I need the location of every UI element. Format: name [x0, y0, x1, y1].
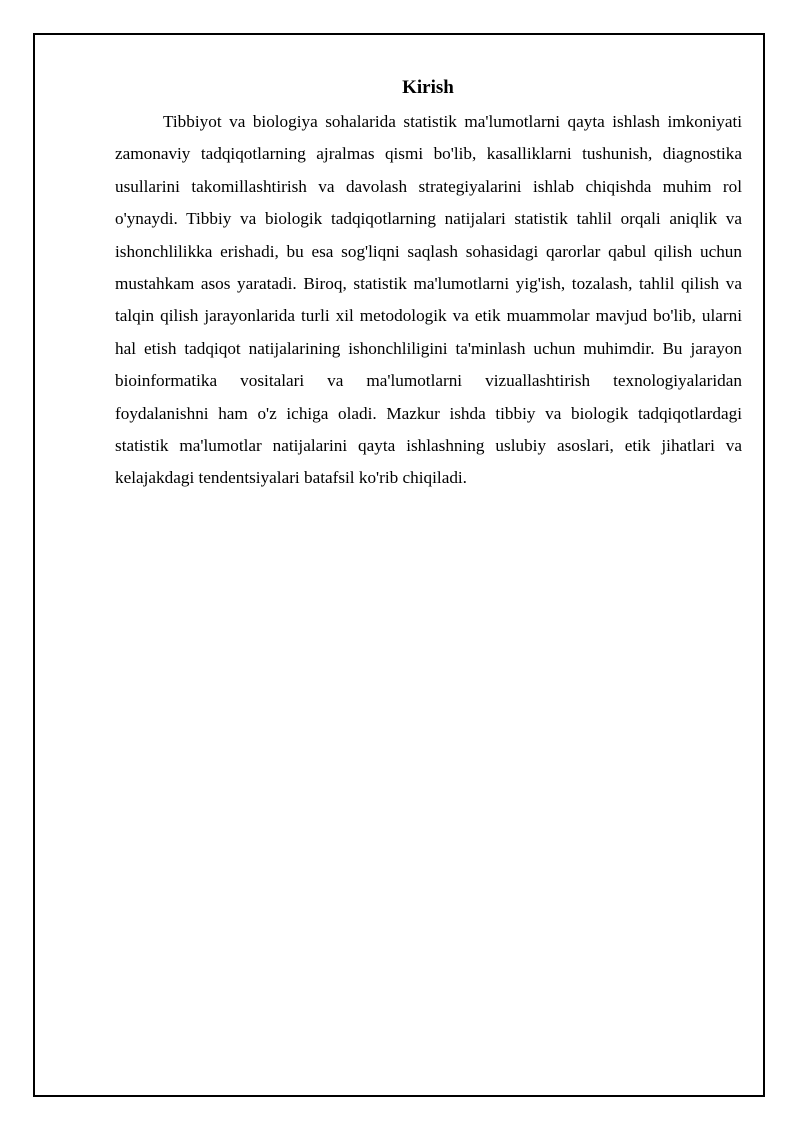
- intro-paragraph: Tibbiyot va biologiya sohalarida statistik ma'lumotlarni qayta ishlash imkoniyati zamonaviy tadqiqotlarning ajralmas qismi bo'lib, kasalliklarni tushunish, diagnostika usullarini takomillashtirish va davolash strategiyalarini ishlab chiqishda muhim rol o'ynaydi. Tibbiy va biologik tadqiqotlarning natijalari statistik tahlil orqali aniqlik va ishonchlilikka erishadi, bu esa sog'liqni saqlash sohasidagi qarorlar qabul qilish uchun mustahkam asos yaratadi. Biroq, statistik ma'lumotlarni yig'ish, tozalash, tahlil qilish va talqin qilish jarayonlarida turli xil metodologik va etik muammolar mavjud bo'lib, ularni hal etish tadqiqot natijalarining ishonchliligini ta'minlash uchun muhimdir. Bu jarayon bioinformatika vositalari va ma'lumotlarni vizuallashtirish texnologiyalaridan foydalanishni ham o'z ichiga oladi. Mazkur ishda tibbiy va biologik tadqiqotlardagi statistik ma'lumotlar natijalarini qayta ishlashning uslubiy asoslari, etik jihatlari va kelajakdagi tendentsiyalari batafsil ko'rib chiqiladi.: [115, 112, 742, 488]
- section-title: Kirish: [402, 77, 454, 98]
